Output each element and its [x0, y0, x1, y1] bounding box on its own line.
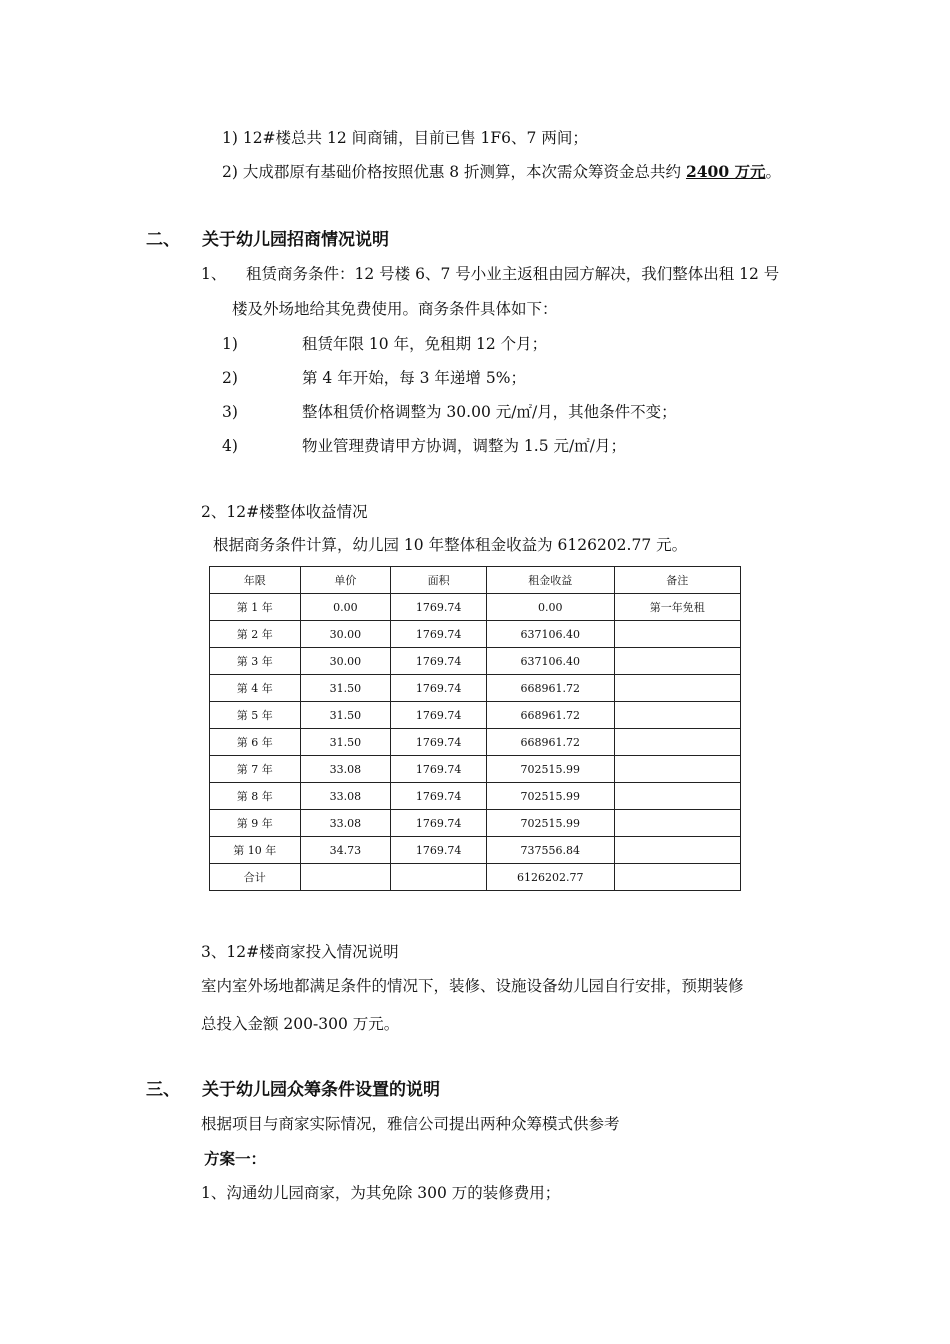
term-2-number: 2)	[222, 369, 238, 387]
table-row	[210, 783, 741, 810]
table-header-row	[210, 567, 741, 594]
cell-area: 1769.74	[391, 621, 487, 648]
section-3-intro: 根据项目与商家实际情况，雅信公司提出两种众筹模式供参考	[201, 1115, 620, 1133]
cell-total-income: 6126202.77	[486, 864, 614, 891]
cell-remark	[614, 702, 740, 729]
cell-remark	[614, 810, 740, 837]
section-2-title: 关于幼儿园招商情况说明	[202, 230, 389, 250]
list-item-2-text: 2) 大成郡原有基础价格按照优惠 8 折测算，本次需众筹资金总共约	[222, 163, 686, 181]
header-remark: 备注	[614, 567, 740, 594]
cell-rent-income: 0.00	[486, 594, 614, 621]
cell-year: 第 8 年	[210, 783, 301, 810]
cell-year: 第 1 年	[210, 594, 301, 621]
table-row	[210, 810, 741, 837]
rent-income-table	[209, 566, 741, 891]
para-1-line-1: 租赁商务条件：12 号楼 6、7 号小业主返租由园方解决，我们整体出租 12 号	[246, 265, 780, 283]
cell-year: 第 6 年	[210, 729, 301, 756]
term-4-text: 物业管理费请甲方协调，调整为 1.5 元/㎡/月；	[302, 437, 626, 455]
term-4-number: 4)	[222, 437, 238, 455]
header-unit-price: 单价	[300, 567, 391, 594]
cell-year: 第 9 年	[210, 810, 301, 837]
cell-remark: 第一年免租	[614, 594, 740, 621]
cell-rent-income: 702515.99	[486, 810, 614, 837]
cell-remark	[614, 675, 740, 702]
table-row	[210, 729, 741, 756]
header-year: 年限	[210, 567, 301, 594]
cell-remark	[614, 783, 740, 810]
cell-remark	[614, 756, 740, 783]
table-row	[210, 675, 741, 702]
cell-area: 1769.74	[391, 783, 487, 810]
cell-area: 1769.74	[391, 810, 487, 837]
cell-rent-income: 637106.40	[486, 621, 614, 648]
plan-one-item-1: 1、沟通幼儿园商家，为其免除 300 万的装修费用；	[201, 1184, 561, 1202]
cell-unit-price: 31.50	[300, 729, 391, 756]
cell-area: 1769.74	[391, 837, 487, 864]
term-1-text: 租赁年限 10 年，免租期 12 个月；	[302, 335, 548, 353]
table-row	[210, 702, 741, 729]
funding-amount: 2400 万元	[685, 162, 766, 181]
cell-unit-price: 30.00	[300, 648, 391, 675]
investment-line-2: 总投入金额 200-300 万元。	[201, 1015, 400, 1033]
investment-line-1: 室内室外场地都满足条件的情况下，装修、设施设备幼儿园自行安排，预期装修	[201, 977, 744, 995]
cell-total-label: 合计	[210, 864, 301, 891]
table-row	[210, 648, 741, 675]
cell-area: 1769.74	[391, 594, 487, 621]
cell-area: 1769.74	[391, 729, 487, 756]
term-2-text: 第 4 年开始，每 3 年递增 5%；	[302, 369, 526, 387]
cell-rent-income: 668961.72	[486, 702, 614, 729]
cell-remark	[614, 837, 740, 864]
cell-rent-income: 702515.99	[486, 756, 614, 783]
cell-unit-price	[300, 864, 391, 891]
cell-unit-price: 33.08	[300, 810, 391, 837]
table-row	[210, 837, 741, 864]
table-row	[210, 756, 741, 783]
income-summary: 根据商务条件计算，幼儿园 10 年整体租金收益为 6126202.77 元。	[213, 536, 688, 554]
term-1-number: 1)	[222, 335, 238, 353]
cell-unit-price: 31.50	[300, 675, 391, 702]
cell-year: 第 10 年	[210, 837, 301, 864]
para-1-line-2: 楼及外场地给其免费使用。商务条件具体如下：	[232, 300, 558, 318]
cell-year: 第 5 年	[210, 702, 301, 729]
header-rent-income: 租金收益	[486, 567, 614, 594]
cell-area: 1769.74	[391, 648, 487, 675]
para-1-number: 1、	[201, 265, 227, 283]
term-3-number: 3)	[222, 403, 238, 421]
table-row	[210, 594, 741, 621]
list-item-2	[222, 162, 781, 182]
cell-rent-income: 668961.72	[486, 675, 614, 702]
cell-year: 第 3 年	[210, 648, 301, 675]
cell-remark	[614, 648, 740, 675]
cell-unit-price: 31.50	[300, 702, 391, 729]
cell-remark	[614, 621, 740, 648]
cell-remark	[614, 864, 740, 891]
cell-area	[391, 864, 487, 891]
cell-unit-price: 34.73	[300, 837, 391, 864]
cell-rent-income: 668961.72	[486, 729, 614, 756]
cell-unit-price: 33.08	[300, 783, 391, 810]
cell-rent-income: 737556.84	[486, 837, 614, 864]
term-3-text: 整体租赁价格调整为 30.00 元/㎡/月，其他条件不变；	[302, 403, 677, 421]
cell-rent-income: 637106.40	[486, 648, 614, 675]
table-total-row	[210, 864, 741, 891]
cell-area: 1769.74	[391, 756, 487, 783]
list-item-1: 1) 12#楼总共 12 间商铺，目前已售 1F6、7 两间；	[222, 129, 588, 147]
cell-area: 1769.74	[391, 702, 487, 729]
subsection-2-title: 2、12#楼整体收益情况	[201, 503, 368, 521]
cell-year: 第 7 年	[210, 756, 301, 783]
subsection-3-title: 3、12#楼商家投入情况说明	[201, 943, 399, 961]
section-3-number: 三、	[146, 1080, 180, 1100]
cell-unit-price: 33.08	[300, 756, 391, 783]
plan-one-title: 方案一：	[204, 1149, 267, 1168]
table-row	[210, 621, 741, 648]
list-item-2-end: 。	[765, 163, 782, 181]
cell-area: 1769.74	[391, 675, 487, 702]
section-3-title: 关于幼儿园众筹条件设置的说明	[202, 1080, 440, 1100]
cell-year: 第 2 年	[210, 621, 301, 648]
header-area: 面积	[391, 567, 487, 594]
cell-year: 第 4 年	[210, 675, 301, 702]
cell-unit-price: 30.00	[300, 621, 391, 648]
section-2-number: 二、	[146, 230, 180, 250]
cell-rent-income: 702515.99	[486, 783, 614, 810]
cell-remark	[614, 729, 740, 756]
cell-unit-price: 0.00	[300, 594, 391, 621]
